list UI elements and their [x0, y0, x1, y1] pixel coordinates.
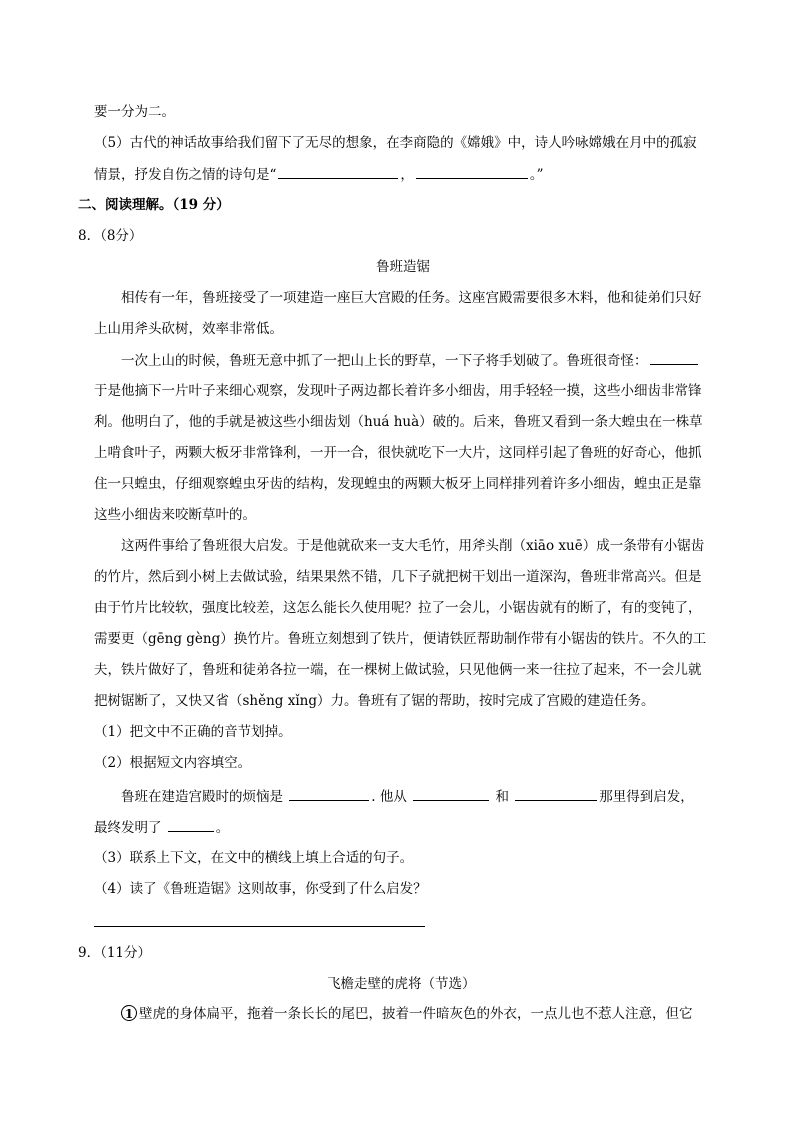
- story-title: 飞檐走壁的虎将（节选）: [327, 976, 476, 992]
- paragraph-line: 的竹片，然后到小树上去做试验，结果果然不错，几下子就把树干划出一道深沟，鲁班非常高兴。但是: [94, 569, 702, 585]
- answer-blank[interactable]: [650, 350, 698, 365]
- paragraph-line: 这些小细齿来咬断草叶的。: [94, 507, 256, 523]
- question-9-heading: 9．（11分）: [78, 945, 152, 961]
- question-5-line-1: （5）古代的神话故事给我们留下了无尽的想象，在李商隐的《嫦娥》中，诗人吟咏嫦娥在月中的孤寂: [94, 135, 697, 151]
- sub-question-3: （3）联系上下文，在文中的横线上填上合适的句子。: [94, 850, 414, 866]
- paragraph-line: 这两件事给了鲁班很大启发。于是他就砍来一支大毛竹，用斧头削（xiāo xuē）成一条带有小锯齿: [121, 538, 705, 554]
- story-title: 鲁班造锯: [376, 259, 430, 275]
- sub-question-4: （4）读了《鲁班造锯》这则故事，你受到了什么启发？: [94, 881, 427, 897]
- circled-number-1: 1: [121, 1005, 137, 1021]
- text-segment: ，: [400, 167, 414, 183]
- sub-question-1: （1）把文中不正确的音节划掉。: [94, 724, 292, 740]
- text-segment: 那里得到启发，: [599, 789, 694, 805]
- sub-question-2: （2）根据短文内容填空。: [94, 755, 252, 771]
- text-segment: 壁虎的身体扁平，拖着一条长长的尾巴，披着一件暗灰色的外衣，一点儿也不惹人注意，但它: [139, 1006, 693, 1022]
- answer-line[interactable]: [94, 926, 425, 927]
- fill-in-line-2: [94, 817, 229, 838]
- paragraph-line: 需要更（gēng gèng）换竹片。鲁班立刻想到了铁片，便请铁匠帮助制作带有小锯齿的铁片。不久的工: [94, 631, 707, 647]
- text-segment: . 他从: [371, 789, 407, 805]
- paragraph-line: 把树锯断了，又快又省（shěng xǐng）力。鲁班有了锯的帮助，按时完成了宫殿的建造任务。: [94, 693, 655, 709]
- text-segment: 。”: [529, 167, 544, 183]
- paragraph-line: 夫，铁片做好了，鲁班和徒弟各拉一端，在一棵树上做试验，只见他俩一来一往拉了起来，不一会儿就: [94, 662, 702, 678]
- answer-blank[interactable]: [168, 817, 214, 832]
- paragraph-line: 上啃食叶子，两颗大板牙非常锋利，一开一合，很快就吃下一大片，这同样引起了鲁班的好奇心，他抓: [94, 445, 702, 461]
- paragraph-line: [121, 350, 700, 371]
- fill-in-line-1: [121, 786, 694, 807]
- answer-blank[interactable]: [416, 164, 528, 179]
- paragraph-line: [121, 1004, 693, 1024]
- text-segment: 鲁班在建造宫殿时的烦恼是: [121, 789, 283, 805]
- paragraph-line: 相传有一年，鲁班接受了一项建造一座巨大宫殿的任务。这座宫殿需要很多木料，他和徒弟们只好: [121, 290, 702, 306]
- paragraph-line: 上山用斧头砍树，效率非常低。: [94, 321, 283, 337]
- answer-blank[interactable]: [515, 786, 597, 801]
- text-segment: 。: [215, 820, 230, 836]
- text-segment: 最终发明了: [94, 820, 162, 836]
- text-line: 要一分为二。: [94, 104, 175, 120]
- question-5-line-2: [94, 164, 544, 185]
- answer-blank[interactable]: [413, 786, 489, 801]
- text-segment: 情景，抒发自伤之情的诗句是“: [94, 167, 277, 183]
- paragraph-line: 住一只蝗虫，仔细观察蝗虫牙齿的结构，发现蝗虫的两颗大板牙上同样排列着许多小细齿，蝗虫正是靠: [94, 476, 702, 492]
- text-segment: 和: [495, 789, 509, 805]
- question-8-heading: 8．（8分）: [78, 228, 143, 244]
- paragraph-line: 利。他明白了，他的手就是被这些小细齿划（huá huà）破的。后来，鲁班又看到一条大蝗虫在一株草: [94, 414, 703, 430]
- paragraph-line: 于是他摘下一片叶子来细心观察，发现叶子两边都长着许多小细齿，用手轻轻一摸，这些小细齿非常锋: [94, 383, 702, 399]
- answer-blank[interactable]: [289, 786, 369, 801]
- text-segment: 一次上山的时候，鲁班无意中抓了一把山上长的野草，一下子将手划破了。鲁班很奇怪：: [121, 353, 648, 369]
- paragraph-line: 由于竹片比较软，强度比较差，这怎么能长久使用呢？拉了一会儿，小锯齿就有的断了，有的变钝了，: [94, 600, 702, 616]
- answer-blank[interactable]: [278, 164, 398, 179]
- section-heading: 二、阅读理解。（19 分）: [78, 197, 230, 213]
